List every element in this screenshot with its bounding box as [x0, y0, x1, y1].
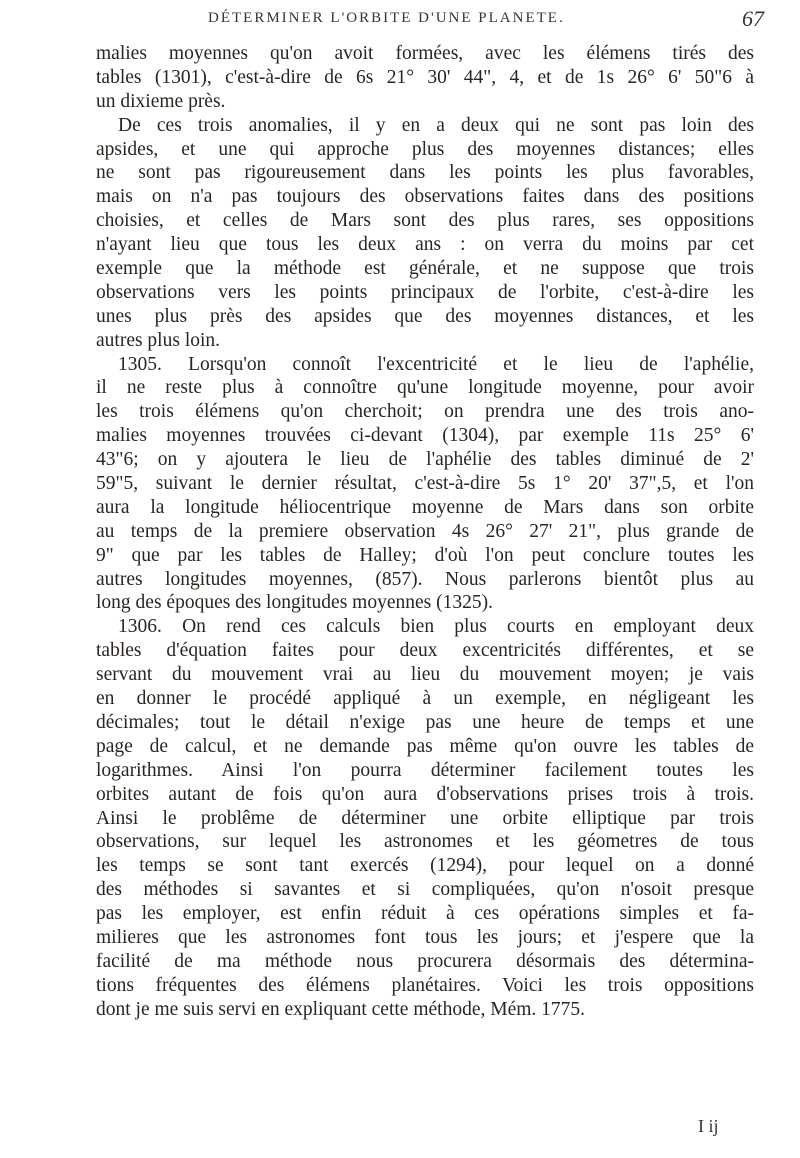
text-line: autres plus loin. — [96, 329, 221, 351]
text-line: autres longitudes moyennes, (857). Nous parlerons bientôt plus au — [96, 568, 754, 590]
text-line: long des époques des longitudes moyennes (1325). — [96, 592, 493, 614]
text-line: pas les employer, est enfin réduit à ces opérations simples et fa- — [96, 903, 754, 925]
text-line: orbites autant de fois qu'on aura d'observations prises trois à trois. — [96, 783, 754, 805]
text-line: au temps de la premiere observation 4s 26° 27' 21", plus grande de — [96, 520, 754, 542]
running-head: DÉTERMINER L'ORBITE D'UNE PLANETE. — [208, 10, 565, 26]
text-line: observations, sur lequel les astronomes et les géometres de tous — [96, 831, 754, 853]
text-line: 1306. On rend ces calculs bien plus courts en employant deux — [118, 616, 754, 638]
text-line: choisies, et celles de Mars sont des plus rares, ses oppositions — [96, 210, 754, 232]
text-line: malies moyennes trouvées ci-devant (1304), par exemple 11s 25° 6' — [96, 425, 754, 447]
text-line: mais on n'a pas toujours des observations faites dans des positions — [96, 186, 754, 208]
text-line: ne sont pas rigoureusement dans les points les plus favorables, — [96, 162, 754, 184]
text-line: unes plus près des apsides que des moyennes distances, et les — [96, 305, 754, 327]
text-line: apsides, et une qui approche plus des moyennes distances; elles — [96, 138, 754, 160]
text-line: malies moyennes qu'on avoit formées, avec les élémens tirés des — [96, 43, 754, 64]
text-line: 59"5, suivant le dernier résultat, c'est-à-dire 5s 1° 20' 37",5, et l'on — [96, 473, 754, 495]
text-line: tables (1301), c'est-à-dire de 6s 21° 30' 44", 4, et de 1s 26° 6' 50"6 à — [96, 66, 754, 88]
text-line: 1305. Lorsqu'on connoît l'excentricité et le lieu de l'aphélie, — [118, 353, 754, 375]
text-line: milieres que les astronomes font tous les jours; et j'espere que la — [96, 926, 754, 948]
text-line: tables d'équation faites pour deux excentricités différentes, et se — [96, 640, 754, 662]
text-line: Ainsi le problême de déterminer une orbite elliptique par trois — [96, 807, 754, 829]
text-line: facilité de ma méthode nous procurera désormais des détermina- — [96, 950, 754, 972]
text-line: un dixieme près. — [96, 90, 226, 112]
text-line: il ne reste plus à connoître qu'une longitude moyenne, pour avoir — [96, 377, 754, 399]
page-number: 67 — [742, 6, 764, 31]
text-line: De ces trois anomalies, il y en a deux qui ne sont pas loin des — [118, 114, 754, 136]
text-line: les trois élémens qu'on cherchoit; on prendra une des trois ano- — [96, 401, 754, 423]
text-line: tions fréquentes des élémens planétaires. Voici les trois oppositions — [96, 974, 754, 996]
text-line: dont je me suis servi en expliquant cette méthode, Mém. 1775. — [96, 998, 586, 1020]
text-line: 9" que par les tables de Halley; d'où l'on peut conclure toutes les — [96, 544, 754, 566]
text-line: aura la longitude héliocentrique moyenne de Mars dans son orbite — [96, 496, 754, 518]
text-line: les temps se sont tant exercés (1294), pour lequel on a donné — [96, 855, 754, 877]
text-line: logarithmes. Ainsi l'on pourra déterminer facilement toutes les — [96, 759, 754, 781]
text-line: 43"6; on y ajoutera le lieu de l'aphélie des tables diminué de 2' — [96, 449, 754, 471]
signature-mark: I ij — [698, 1116, 719, 1136]
text-line: en donner le procédé appliqué à un exemple, en négligeant les — [96, 688, 754, 710]
body-text — [96, 42, 754, 1022]
text-line: exemple que la méthode est générale, et ne suppose que trois — [96, 258, 754, 280]
text-line: servant du mouvement vrai au lieu du mouvement moyen; je vais — [96, 664, 754, 686]
text-line: n'ayant lieu que tous les deux ans : on verra du moins par cet — [96, 234, 754, 256]
text-line: décimales; tout le détail n'exige pas une heure de temps et une — [96, 711, 754, 733]
text-line: observations vers les points principaux de l'orbite, c'est-à-dire les — [96, 281, 754, 303]
text-line: page de calcul, et ne demande pas même qu'on ouvre les tables de — [96, 735, 754, 757]
text-line: des méthodes si savantes et si compliquées, qu'on n'osoit presque — [96, 879, 754, 901]
